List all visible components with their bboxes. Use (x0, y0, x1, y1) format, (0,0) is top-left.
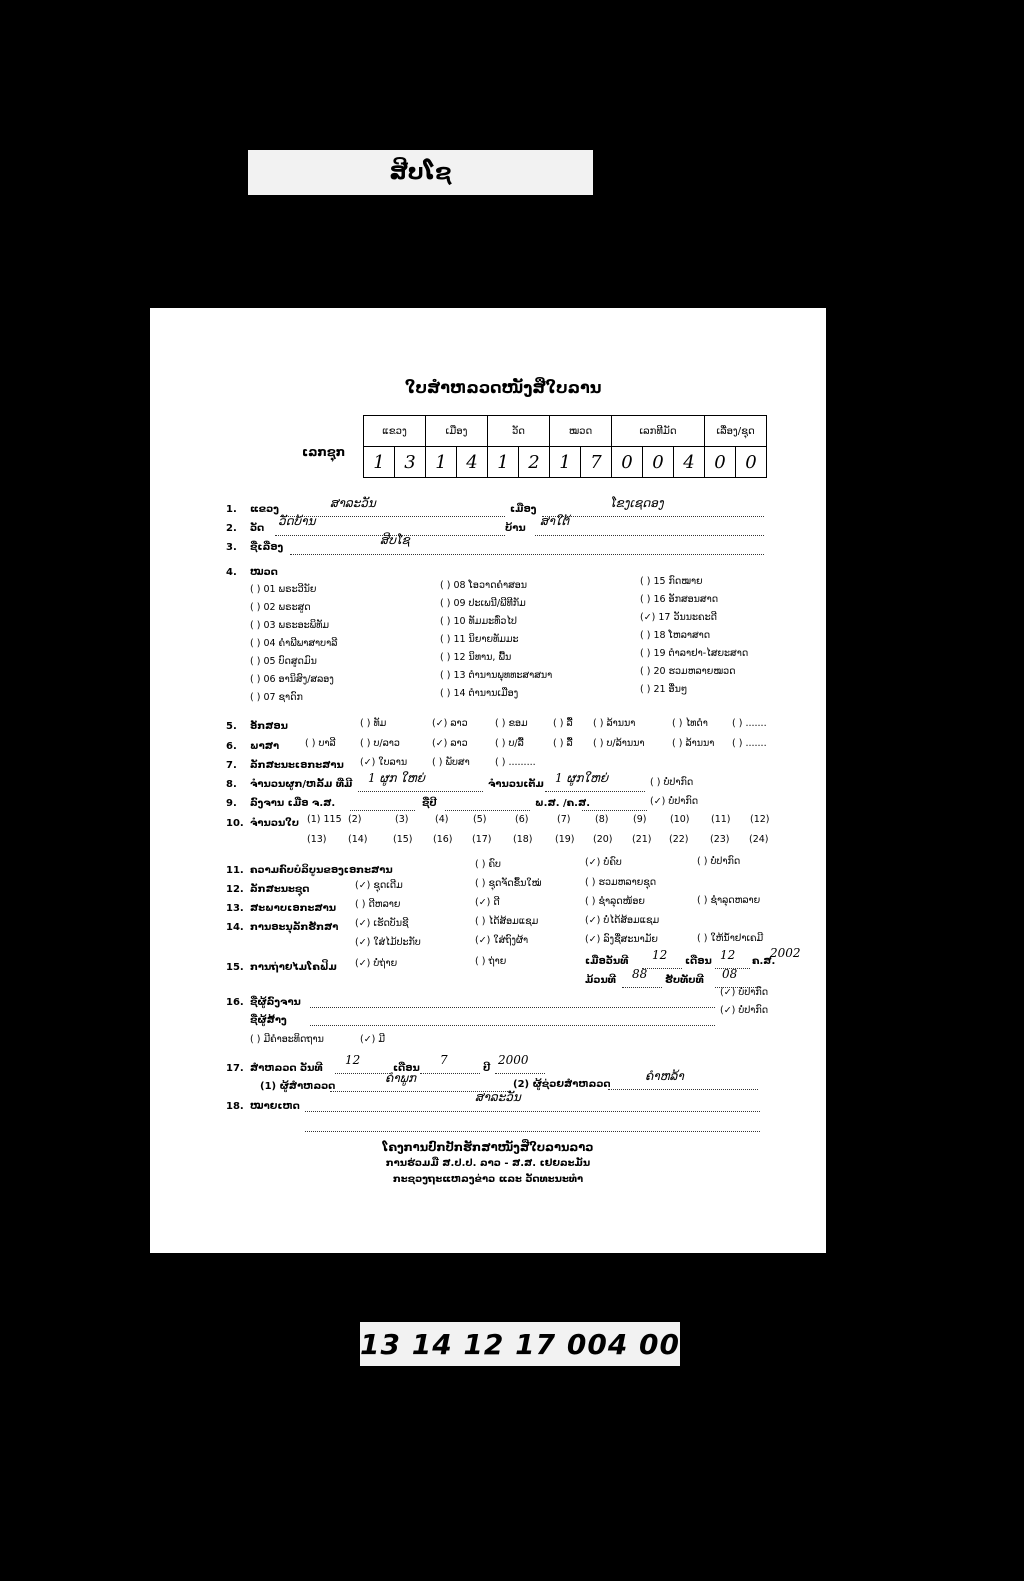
province-value: ສາລະວັນ (330, 496, 376, 510)
prayer-option[interactable]: ( ) ມີຄຳອະທິດຖານ (250, 1034, 324, 1045)
preservation-option[interactable]: (✓) ເຮັດບັນຊີ (355, 918, 409, 929)
row-number: 11. (226, 865, 244, 876)
category-option[interactable]: ( ) 08 ໂອວາດຄຳສອນ (440, 580, 528, 591)
category-option[interactable]: ( ) 02 ພຣະສູດ (250, 602, 311, 613)
language-option[interactable]: ( ) ບ/ລາວ (360, 738, 400, 749)
district-label: ເມືອງ (510, 504, 537, 515)
code-headers (364, 416, 767, 447)
preservation-option[interactable]: (✓) ບໍ່ໄດ້ສ້ອມແຊມ (585, 915, 660, 926)
story-title-value: ສີບໂຊ (380, 533, 410, 547)
surveyor-value: ຄຳພູກ (385, 1071, 417, 1085)
language-option[interactable]: ( ) ບາລີ (305, 738, 336, 749)
completeness-label: ຄວາມຄົບບໍລິບູນຂອງເອກະສານ (250, 865, 393, 876)
microfilm-year: 2002 (770, 946, 801, 960)
row-number: 15. (226, 962, 244, 973)
full-count-value: 1 ຜູກໃຫຍ່ (555, 771, 609, 785)
microfilm-option[interactable]: ( ) ຖ່າຍ (475, 956, 507, 967)
leaves-cell: (13) (307, 834, 327, 845)
leaves-cell: (1) 115 (307, 814, 342, 825)
microfilm-date-label: ເມື່ອວັນທີ (585, 956, 629, 967)
code-header: ແຂວງ (364, 416, 426, 447)
preservation-option[interactable]: (✓) ລົງຊື່ສະນາມັຍ (585, 934, 658, 945)
row-number: 2. (226, 523, 237, 534)
doc-type-option[interactable]: ( ) ......... (495, 757, 536, 768)
category-option[interactable]: ( ) 03 ພຣະອະພິທັມ (250, 620, 330, 631)
district-value: ໂຂງເຊດອງ (610, 496, 664, 510)
condition-option[interactable]: (✓) ດີ (475, 897, 500, 908)
inscriber-unknown-option[interactable]: (✓) ບໍ່ປາກົດ (720, 987, 769, 998)
village-value: ສາໃຕ້ (540, 514, 570, 528)
preservation-option[interactable]: (✓) ໃສ່ຖົງຜ້າ (475, 935, 529, 946)
row-number: 14. (226, 922, 244, 933)
code-digit: 1 (488, 447, 519, 478)
leaves-cell: (3) (395, 814, 409, 825)
remarks-label: ໝາຍເຫດ (250, 1101, 300, 1112)
category-option[interactable]: ( ) 09 ປະເພນີ/ພີທີກັມ (440, 598, 526, 609)
leaves-cell: (23) (710, 834, 730, 845)
leaves-cell: (18) (513, 834, 533, 845)
microfilm-month: 12 (720, 948, 736, 962)
title-strip: ສີບໂຊ (248, 150, 593, 195)
assistant-value: ຄຳຫລ້າ (645, 1069, 684, 1083)
row-number: 10. (226, 818, 244, 829)
leaves-cell: (6) (515, 814, 529, 825)
survey-year: 2000 (498, 1053, 529, 1067)
category-option[interactable]: ( ) 18 ໂຫລາສາດ (640, 630, 711, 641)
script-option[interactable]: ( ) ລ້ານນາ (593, 718, 636, 729)
code-header: ວັດ (488, 416, 550, 447)
code-digit: 0 (736, 447, 767, 478)
leaves-cell: (16) (433, 834, 453, 845)
survey-date-label: ສຳຫລວດ ວັນທີ (250, 1063, 323, 1074)
survey-day: 12 (345, 1053, 361, 1067)
language-label: ພາສາ (250, 741, 280, 752)
code-values (364, 447, 767, 478)
code-digit: 3 (395, 447, 426, 478)
inscribed-unknown-option[interactable]: (✓) ບໍ່ປາກົດ (650, 796, 699, 807)
category-option[interactable]: ( ) 19 ຕຳລາຢາ-ໄສຍະສາດ (640, 648, 749, 659)
inscribed-label: ລົງຈານ ເມື່ອ ຈ.ສ. (250, 798, 336, 809)
category-option[interactable]: ( ) 10 ທັມມະທົ່ວໄປ (440, 616, 517, 627)
era-label: ພ.ສ. /ຄ.ສ. (535, 798, 591, 809)
row-number: 17. (226, 1063, 244, 1074)
bundles-unknown-option[interactable]: ( ) ບໍ່ປາກົດ (650, 777, 694, 788)
village-label: ບ້ານ (505, 523, 526, 534)
leaves-cell: (7) (557, 814, 571, 825)
preservation-option[interactable]: (✓) ໃສ່ໄມ້ປະກັບ (355, 937, 421, 948)
leaves-cell: (9) (633, 814, 647, 825)
roll-value: 88 (632, 967, 648, 981)
completeness-option[interactable]: ( ) ຄົບ (475, 859, 501, 870)
leaves-cell: (15) (393, 834, 413, 845)
row-number: 5. (226, 721, 237, 732)
bundles-label: ຈຳນວນຜູກ/ຫລັ້ມ ທີ່ມີ (250, 779, 353, 790)
script-option[interactable]: ( ) ທັມ (360, 718, 387, 729)
category-option[interactable]: ( ) 07 ຊາດົກ (250, 692, 303, 703)
bundles-value: 1 ຜູກ ໃຫຍ່ (368, 771, 425, 785)
condition-label: ສະພາບເອກະສານ (250, 903, 337, 914)
doc-type-option[interactable]: (✓) ໃບລານ (360, 757, 408, 768)
leaves-cell: (24) (749, 834, 769, 845)
code-digit: 0 (705, 447, 736, 478)
code-header: ເລື່ອງ/ຊຸດ (705, 416, 767, 447)
row-number: 1. (226, 504, 237, 515)
code-digit: 1 (364, 447, 395, 478)
roll-label: ມ້ວນທີ (585, 975, 616, 986)
province-label: ແຂວງ (250, 504, 279, 515)
survey-form (150, 308, 826, 1253)
form-title: ໃບສຳຫລວດໜັງສືໃບລານ (405, 378, 602, 397)
inscriber-label: ຊື່ຜູ້ລົງຈານ (250, 997, 301, 1008)
row-number: 3. (226, 542, 237, 553)
condition-option[interactable]: ( ) ຊຳລຸດໜ້ອຍ (585, 896, 645, 907)
category-option[interactable]: ( ) 16 ອັກສອນສາດ (640, 594, 719, 605)
microfilm-year-label: ຄ.ສ. (752, 956, 776, 967)
survey-year-label: ປີ (483, 1063, 491, 1074)
leaves-cell: (2) (348, 814, 362, 825)
temple-value: ວັດບ້ານ (278, 514, 316, 528)
script-label: ອັກສອນ (250, 721, 288, 732)
remarks-value: ສາລະວັນ (475, 1090, 521, 1104)
code-digit: 7 (581, 447, 612, 478)
language-option[interactable]: ( ) ລື້ (553, 738, 573, 749)
language-option[interactable]: ( ) ....... (732, 738, 767, 749)
doc-type-label: ລັກສະນະເອກະສານ (250, 760, 344, 771)
leaves-cell: (8) (595, 814, 609, 825)
leaves-cell: (21) (632, 834, 652, 845)
story-title-label: ຊື່ເລື່ອງ (250, 542, 284, 553)
leaves-cell: (22) (669, 834, 689, 845)
surveyor-label: (1) ຜູ້ສຳຫລວດ (260, 1081, 336, 1092)
category-option[interactable]: (✓) 17 ວັນນະຄະດີ (640, 612, 717, 623)
completeness-option[interactable]: (✓) ບໍ່ຄົບ (585, 857, 622, 868)
condition-option[interactable]: ( ) ດີຫລາຍ (355, 899, 401, 910)
leaves-cell: (20) (593, 834, 613, 845)
row-number: 8. (226, 779, 237, 790)
microfilm-label: ການຖ່າຍໄມໂຄຟິມ (250, 962, 337, 973)
script-option[interactable]: ( ) ຂອມ (495, 718, 528, 729)
set-type-option[interactable]: ( ) ຮວມຫລາຍຊຸດ (585, 877, 657, 888)
code-header: ເມືອງ (426, 416, 488, 447)
set-type-option[interactable]: (✓) ຊຸດເດີມ (355, 880, 403, 891)
leaves-cell: (12) (750, 814, 770, 825)
category-option[interactable]: ( ) 01 ພຣະວີນັຍ (250, 584, 317, 595)
script-option[interactable]: ( ) ....... (732, 718, 767, 729)
leaves-cell: (14) (348, 834, 368, 845)
frame-label: ຮັບທັບທີ (665, 975, 704, 986)
language-option[interactable]: ( ) ບ/ລ້ານນາ (593, 738, 645, 749)
set-type-label: ລັກສະນະຊຸດ (250, 884, 310, 895)
category-option[interactable]: ( ) 15 ກົດໝາຍ (640, 576, 703, 587)
category-label: ໝວດ (250, 567, 278, 578)
row-number: 6. (226, 741, 237, 752)
leaves-cell: (5) (473, 814, 487, 825)
microfilm-month-label: ເດືອນ (685, 956, 712, 967)
preservation-option[interactable]: ( ) ໃຫ້ນ້ຳຢາເຄມີ (697, 933, 764, 944)
footer-line: ການຮ່ວມມື ສ.ປ.ປ. ລາວ - ສ.ສ. ເຢຍລະມັນ (385, 1158, 591, 1169)
set-type-option[interactable]: ( ) ຊຸດຈັດຂຶ້ນໃໝ່ (475, 878, 542, 889)
footer-line: ກະຊວງຖະແຫລງຂ່າວ ແລະ ວັດທະນະທຳ (392, 1174, 584, 1185)
category-option[interactable]: ( ) 21 ອື່ນໆ (640, 684, 688, 695)
row-number: 12. (226, 884, 244, 895)
preservation-option[interactable]: ( ) ໄດ້ສ້ອມແຊມ (475, 916, 539, 927)
completeness-option[interactable]: ( ) ບໍ່ປາກົດ (697, 856, 741, 867)
code-header: ໝວດ (550, 416, 612, 447)
row-number: 4. (226, 567, 237, 578)
creator-label: ຊື່ຜູ້ສ້າງ (250, 1015, 287, 1026)
condition-option[interactable]: ( ) ຊຳລຸດຫລາຍ (697, 895, 761, 906)
language-option[interactable]: ( ) ລ້ານນາ (672, 738, 715, 749)
doc-type-option[interactable]: ( ) ພັບສາ (432, 757, 470, 768)
leaves-cell: (19) (555, 834, 575, 845)
category-option[interactable]: ( ) 14 ຕຳນານເມືອງ (440, 688, 519, 699)
leaves-cell: (11) (711, 814, 731, 825)
code-strip: 13 14 12 17 004 00 (360, 1322, 680, 1366)
preservation-label: ການອະນຸລັກຮັກສາ (250, 922, 339, 933)
survey-month: 7 (440, 1053, 448, 1067)
row-number: 18. (226, 1101, 244, 1112)
leaves-cell: (10) (670, 814, 690, 825)
code-digit: 1 (426, 447, 457, 478)
assistant-label: (2) ຜູ້ຊ່ວຍສຳຫລວດ (513, 1079, 611, 1090)
footer-line: ໂຄງການປົກປັກຮັກສາໜັງສືໃບລານລາວ (382, 1140, 594, 1154)
survey-month-label: ເດືອນ (393, 1063, 420, 1074)
code-digit: 4 (457, 447, 488, 478)
prayer-yes-option[interactable]: (✓) ມີ (360, 1034, 386, 1045)
leaves-cell: (17) (472, 834, 492, 845)
microfilm-option[interactable]: (✓) ບໍ່ຖ່າຍ (355, 958, 398, 969)
category-option[interactable]: ( ) 13 ຕຳນານພຸທທະສາສນາ (440, 670, 553, 681)
script-option[interactable]: ( ) ລື້ (553, 718, 573, 729)
code-table (363, 415, 767, 478)
code-digit: 0 (612, 447, 643, 478)
full-count-label: ຈຳນວນເຕັມ (488, 779, 544, 790)
category-option[interactable]: ( ) 06 ອານິສົງ/ສລອງ (250, 674, 334, 685)
category-option[interactable]: ( ) 12 ນິທານ, ພື້ນ (440, 652, 512, 663)
code-digit: 0 (643, 447, 674, 478)
code-digit: 2 (519, 447, 550, 478)
microfilm-day: 12 (652, 948, 668, 962)
code-digit: 4 (674, 447, 705, 478)
code-header: ເລກທີມັດ (612, 416, 705, 447)
row-number: 13. (226, 903, 244, 914)
code-digit: 1 (550, 447, 581, 478)
language-option[interactable]: ( ) ບ/ລື້ (495, 738, 524, 749)
frame-value: 08 (722, 967, 738, 981)
language-option[interactable]: (✓) ລາວ (432, 738, 468, 749)
row-number: 9. (226, 798, 237, 809)
creator-unknown-option[interactable]: (✓) ບໍ່ປາກົດ (720, 1005, 769, 1016)
category-option[interactable]: ( ) 04 ຄຳພີພາສາບາລີ (250, 638, 338, 649)
script-option[interactable]: (✓) ລາວ (432, 718, 468, 729)
row-number: 7. (226, 760, 237, 771)
year-name-label: ຊື່ປີ (422, 798, 437, 809)
code-label: ເລກຊຸກ (302, 445, 346, 459)
temple-label: ວັດ (250, 523, 265, 534)
row-number: 16. (226, 997, 244, 1008)
category-option[interactable]: ( ) 11 ນິຍາຍທັມມະ (440, 634, 519, 645)
leaves-label: ຈຳນວນໃບ (250, 818, 300, 829)
script-option[interactable]: ( ) ໄທດຳ (672, 718, 708, 729)
leaves-cell: (4) (435, 814, 449, 825)
category-option[interactable]: ( ) 05 ບົດສູດມົນ (250, 656, 317, 667)
category-option[interactable]: ( ) 20 ຮວມຫລາຍໝວດ (640, 666, 736, 677)
